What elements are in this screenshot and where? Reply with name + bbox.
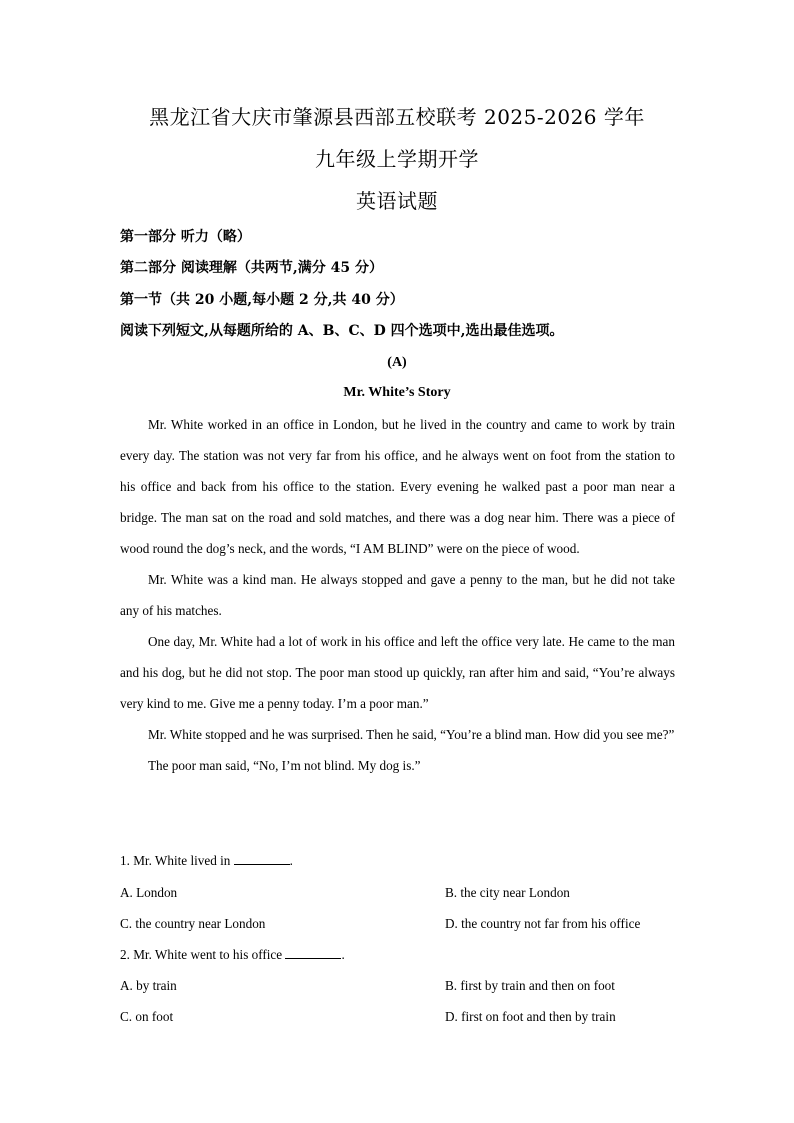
question-2	[120, 945, 345, 965]
passage-title: Mr. White’s Story	[343, 385, 451, 400]
answer-blank	[285, 946, 341, 959]
q1-option-a: A. London	[120, 885, 178, 900]
part1-heading: 第一部分 听力（略）	[120, 229, 251, 245]
q2-option-c: C. on foot	[120, 1009, 174, 1024]
passage-paragraph: Mr. White stopped and he was surprised. Then he said, “You’re a blind man. How did you see me?”	[148, 727, 675, 742]
question-stem-end: .	[341, 947, 345, 962]
question-stem-end: .	[289, 853, 293, 868]
q2-option-a: A. by train	[120, 978, 177, 993]
section1-heading: 第一节（共 20 小题,每小题 2 分,共 40 分）	[120, 292, 404, 308]
exam-title-line2: 九年级上学期开学	[315, 147, 479, 171]
q1-option-d: D. the country not far from his office	[445, 916, 641, 931]
q1-option-b: B. the city near London	[445, 885, 570, 900]
passage-paragraph: Mr. White was a kind man. He always stopped and gave a penny to the man, but he did not take any of his matches.	[120, 572, 675, 618]
passage-paragraph: One day, Mr. White had a lot of work in his office and left the office very late. He came to the man and his dog, but he did not stop. The poor man stood up quickly, ran after him and said, “You’re always very kind to me. Give me a penny today. I’m a poor man.”	[120, 634, 675, 711]
question-stem: 2. Mr. White went to his office	[120, 947, 286, 962]
passage-paragraph: Mr. White worked in an office in London, but he lived in the country and came to work by train every day. The station was not very far from his office, and he always went on foot from the station to his office and back from his office to the station. Every evening he walked past a poor man near a bridge. The man sat on the road and sold matches, and there was a dog near him. There was a piece of wood round the dog’s neck, and the words, “I AM BLIND” were on the piece of wood.	[120, 417, 675, 556]
exam-title-line3: 英语试题	[356, 189, 438, 213]
instruction-text: 阅读下列短文,从每题所给的 A、B、C、D 四个选项中,选出最佳选项。	[120, 323, 564, 339]
answer-blank	[234, 852, 290, 865]
q2-option-d: D. first on foot and then by train	[445, 1009, 616, 1024]
passage-label: (A)	[387, 355, 407, 370]
passage-body	[120, 409, 675, 781]
question-stem: 1. Mr. White lived in	[120, 853, 234, 868]
q1-option-c: C. the country near London	[120, 916, 266, 931]
q2-option-b: B. first by train and then on foot	[445, 978, 615, 993]
exam-title-line1: 黑龙江省大庆市肇源县西部五校联考 2025-2026 学年	[149, 105, 645, 129]
part2-heading: 第二部分 阅读理解（共两节,满分 45 分）	[120, 260, 383, 276]
question-1	[120, 851, 293, 871]
passage-paragraph: The poor man said, “No, I’m not blind. My dog is.”	[148, 758, 421, 773]
